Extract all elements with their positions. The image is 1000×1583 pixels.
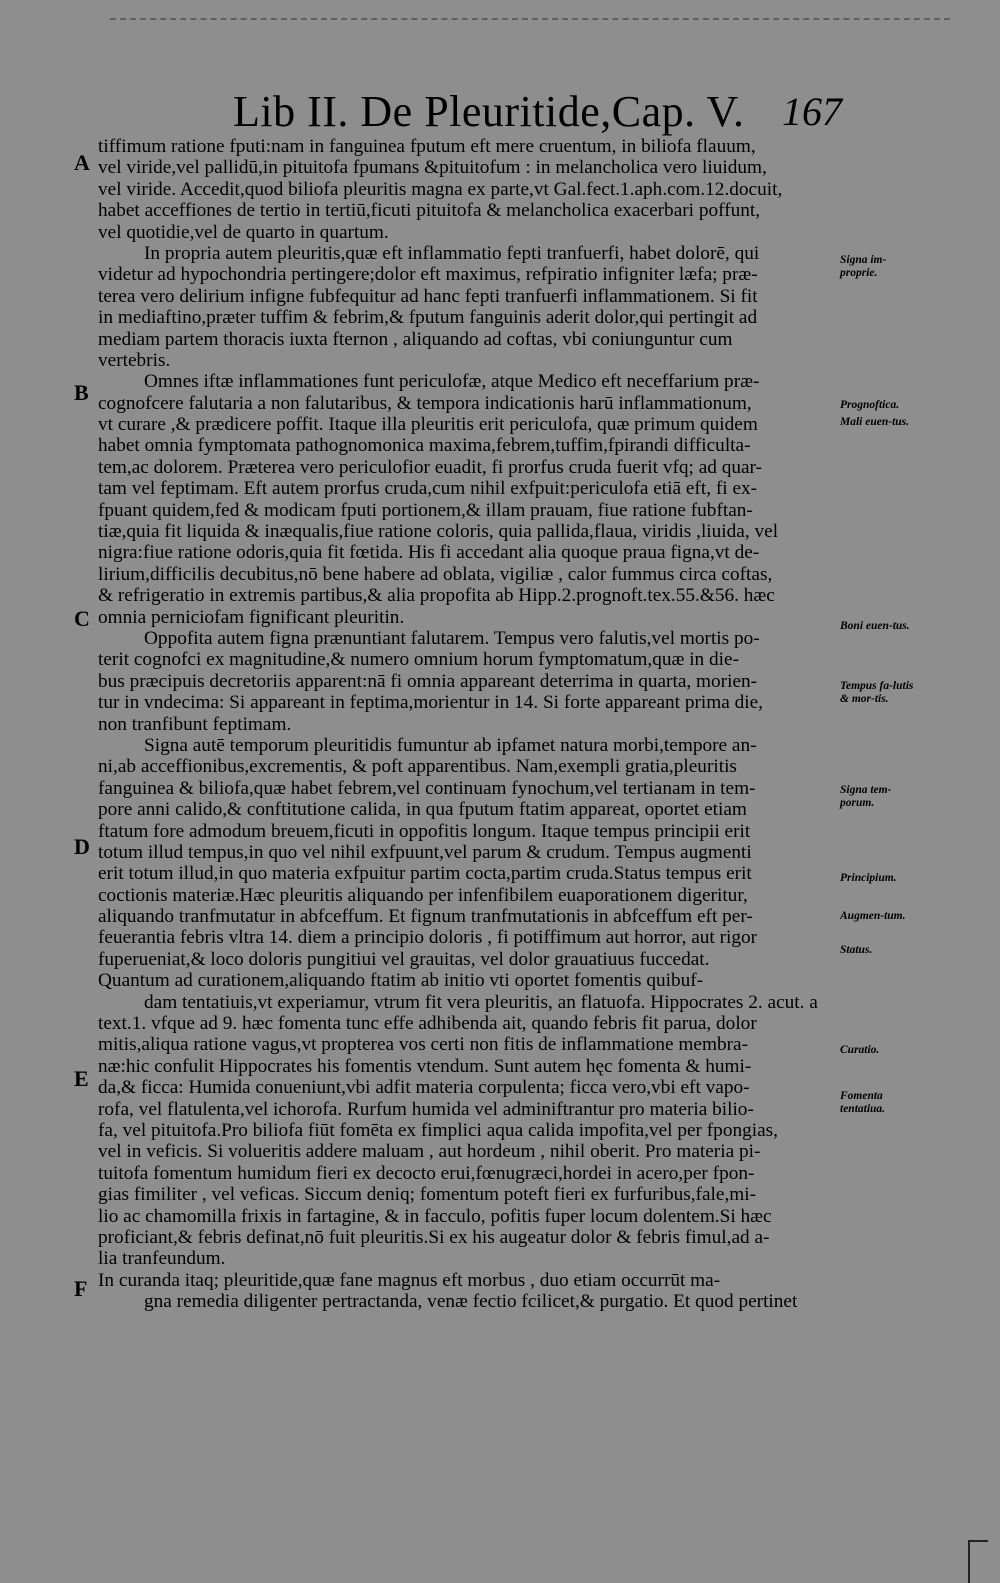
text-line: vertebris. xyxy=(98,349,171,371)
text-line: vel viride,vel pallidū,in pituitofa fpumans &pituitofum : in melancholica vero liuidum, xyxy=(98,157,767,179)
text-line: omnia perniciofam fignificant pleuritin. xyxy=(98,606,405,628)
text-line: in mediaftino,præter tuffim & febrim,& fputum fanguinis aderit dolor,qui pertingit ad xyxy=(98,307,758,329)
text-line: ni,ab acceffionibus,excrementis, & poft apparentibus. Nam,exempli gratia,pleuritis xyxy=(98,756,737,778)
text-line: terit cognofci ex magnitudine,& numero omnium horum fymptomatum,quæ in die- xyxy=(98,649,739,671)
running-title: Lib II. De Pleuritide,Cap. V. xyxy=(233,87,745,136)
text-line: da,& ficca: Humida conueniunt,vbi adfit materia corpulenta; ficca vero,vbi eft vapo- xyxy=(98,1077,750,1099)
text-line: tam vel feptimam. Eft autem prorfus cruda,cum nihil exfpuit:periculofa etiā eft, fi ex- xyxy=(98,478,758,500)
text-line: gias fimiliter , vel veficas. Siccum deniq; fomentum poteft fieri ex furfuribus,fale,mi- xyxy=(98,1184,757,1206)
margin-note-signa-impropria: Signa im-proprie. xyxy=(840,254,887,279)
text-line: gna remedia diligenter pertractanda, venæ fectio fcilicet,& purgatio. Et quod pertinet xyxy=(144,1291,798,1313)
text-line: erit totum illud,in quo materia exfpuitur partim cocta,partim cruda.Status tempus erit xyxy=(98,863,752,885)
text-line: cognofcere falutaria a non falutaribus, & tempora indicationis harū inflammationum, xyxy=(98,392,752,414)
text-line: aliquando tranfmutatur in abfceffum. Et fignum tranfmutationis in abfceffum eft per- xyxy=(98,906,753,928)
margin-note-status: Status. xyxy=(840,944,873,956)
text-line: fa, vel pituitofa.Pro biliofa fiūt fomēta ex fimplici aqua calida impofita,vel per fpongias, xyxy=(98,1119,778,1141)
page-number: 167 xyxy=(782,89,842,134)
text-line: tiæ,quia fit liquida & inæqualis,fiue ratione coloris, quia pallida,flaua, viridis ,liuida, vel xyxy=(98,521,779,543)
text-line: dam tentatiuis,vt experiamur, vtrum fit vera pleuritis, an flatuofa. Hippocrates 2. acut. a xyxy=(144,991,818,1013)
text-line: non tranfibunt feptimam. xyxy=(98,713,292,735)
text-line: Oppofita autem figna prænuntiant falutarem. Tempus vero falutis,vel mortis po- xyxy=(144,627,760,649)
top-dashed-rule xyxy=(110,18,950,20)
text-line: rofa, vel flatulenta,vel ichorofa. Rurfum humida vel adminiftrantur pro materia bilio- xyxy=(98,1098,754,1120)
text-line: lio ac chamomilla frixis in fartagine, & in facculo, pofitis fuper locum dolentem.Si hæc xyxy=(98,1205,772,1227)
text-line: fpuant quidem,fed & modicam fputi portionem,& illam prauam, fiue ratione fubftan- xyxy=(98,499,753,521)
text-line: & refrigeratio in extremis partibus,& alia propofita ab Hipp.2.prognoft.tex.55.&56. hæc xyxy=(98,585,775,607)
text-line: feuerantia febris vltra 14. diem a principio doloris , fi potiffimum aut horror, aut rigor xyxy=(98,927,758,949)
text-line: vt curare ,& prædicere poffit. Itaque illa pleuritis erit periculofa, quæ primum quidem xyxy=(98,414,758,436)
text-line xyxy=(98,1312,838,1333)
section-letter-e: E xyxy=(74,1066,89,1091)
text-line: pore anni calido,& conftitutione calida, in qua fputum ftatim appareat, oportet etiam xyxy=(98,799,747,821)
text-line: In propria autem pleuritis,quæ eft inflammatio fepti tranfuerfi, habet dolorē, qui xyxy=(144,242,760,264)
text-line: bus præcipuis decretoriis apparent:nā fi omnia appareant deterrima in quarta, morien- xyxy=(98,670,758,692)
text-line: vel viride. Accedit,quod biliofa pleuritis magna ex parte,vt Gal.fect.1.aph.com.12.docuit, xyxy=(98,178,783,200)
section-letter-f: F xyxy=(74,1276,88,1301)
text-line: text.1. vfque ad 9. hæc fomenta tunc effe adhibenda ait, quando febris fit parua, dolor xyxy=(98,1013,757,1035)
text-line: Omnes iftæ inflammationes funt periculofæ, atque Medico eft neceffarium præ- xyxy=(144,371,760,393)
text-line: proficiant,& febris definat,nō fuit pleuritis.Si ex his augeatur dolor & febris fimul,ad a- xyxy=(98,1226,770,1248)
margin-note-principium: Principium. xyxy=(840,872,897,884)
text-line: habet acceffiones de tertio in tertiū,ficuti pituitofa & melancholica exacerbari poffunt, xyxy=(98,200,761,222)
text-line: tiffimum ratione fputi:nam in fanguinea fputum eft mere cruentum, in biliofa flauum, xyxy=(98,136,756,157)
text-line: tur in vndecima: Si appareant in feptima,morientur in 14. Si forte appareant prima die, xyxy=(98,692,763,714)
margin-note-augmentum: Augmen-tum. xyxy=(840,910,906,922)
text-line: fanguinea & biliofa,quæ habet febrem,vel continuam fynochum,vel tertianam in tem- xyxy=(98,777,756,799)
section-letter-b: B xyxy=(74,380,89,405)
text-line: tem,ac dolorem. Præterea vero periculofior euadit, fi prorfus cruda fuerit vfq; ad quar- xyxy=(98,456,763,478)
text-line: In curanda itaq; pleuritide,quæ fane magnus eft morbus , duo etiam occurrūt ma- xyxy=(98,1269,721,1291)
page-header xyxy=(0,84,1000,144)
text-line: totum illud tempus,in quo vel nihil exfpuunt,vel parum & crudum. Tempus augmenti xyxy=(98,841,752,863)
text-line: vel quotidie,vel de quarto in quartum. xyxy=(98,221,389,243)
text-line: Signa autē temporum pleuritidis fumuntur ab ipfamet natura morbi,tempore an- xyxy=(144,734,757,756)
margin-note-signa-temporum: Signa tem-porum. xyxy=(840,784,892,809)
margin-note-fomenta-tentatiua: Fomenta tentatiua. xyxy=(840,1090,886,1115)
text-line: mitis,aliqua ratione vagus,vt propterea vos certi non fitis de inflammatione membra- xyxy=(98,1034,749,1056)
margin-note-mali-eventus: Mali euen-tus. xyxy=(840,416,910,428)
section-letter-c: C xyxy=(74,606,90,631)
text-line: lirium,difficilis decubitus,nō bene habere ad oblata, vigiliæ , calor fummus circa coftas, xyxy=(98,563,773,585)
section-letter-a: A xyxy=(74,150,90,175)
section-letter-d: D xyxy=(74,834,90,859)
margin-note-boni-eventus: Boni euen-tus. xyxy=(840,620,910,632)
text-line: videtur ad hypochondria pertingere;dolor eft maximus, refpiratio infigniter læfa; præ- xyxy=(98,264,758,286)
text-line: nigra:fiue ratione odoris,quia fit fœtida. His fi accedant alia quoque praua figna,vt de- xyxy=(98,542,760,564)
text-line: tuitofa fomentum humidum fieri ex decocto erui,fœnugræci,hordei in acero,per fpon- xyxy=(98,1162,755,1184)
text-line: Quantum ad curationem,aliquando ftatim ab initio vti oportet fomentis quibuf- xyxy=(98,970,704,992)
text-line: mediam partem thoracis iuxta fternon , aliquando ad coftas, vbi coniunguntur cum xyxy=(98,328,733,350)
main-text-block xyxy=(98,136,838,1334)
margin-note-prognostica: Prognoftica. xyxy=(840,399,900,411)
margin-note-curatio: Curatio. xyxy=(840,1044,880,1056)
text-line: fuperueniat,& loco doloris pungitiui vel grauitas, vel dolor grauatiuus fuccedat. xyxy=(98,948,710,970)
text-line: lia tranfeundum. xyxy=(98,1248,226,1270)
text-line: ftatum fore admodum breuem,ficuti in oppofitis longum. Itaque tempus principii erit xyxy=(98,820,751,842)
margin-note-tempus-salutis: Tempus fa-lutis & mor-tis. xyxy=(840,680,914,705)
crop-corner-mark xyxy=(968,1540,988,1583)
text-line: terea vero delirium infigne fubfequitur ad hanc fepti tranfuerfi inflammationem. Si fit xyxy=(98,285,758,307)
text-line: vel in veficis. Si volueritis addere maluam , aut hordeum , nihil oberit. Pro materia pi- xyxy=(98,1141,761,1163)
text-line: næ:hic confulit Hippocrates his fomentis vtendum. Sunt autem hęc fomenta & humi- xyxy=(98,1055,752,1077)
text-line: habet omnia fymptomata pathognomonica maxima,febrem,tuffim,fpirandi difficulta- xyxy=(98,435,751,457)
text-line: coctionis materiæ.Hæc pleuritis aliquando per infenfibilem euaporationem digeritur, xyxy=(98,884,748,906)
